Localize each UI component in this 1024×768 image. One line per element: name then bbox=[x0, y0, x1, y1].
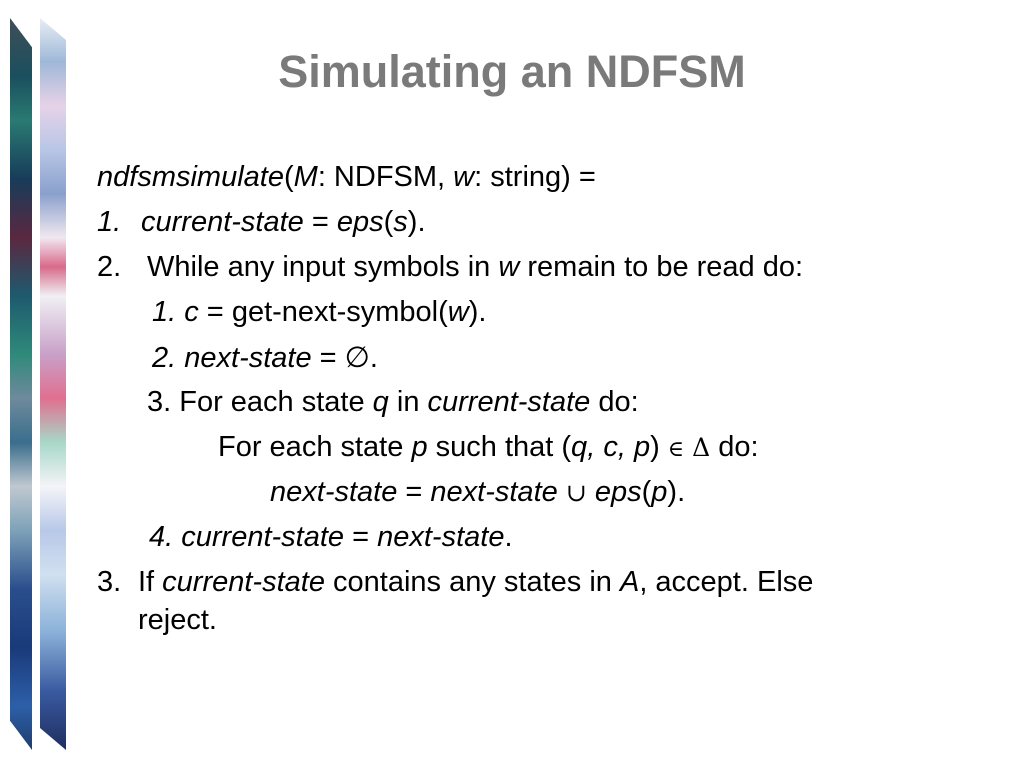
fn-get-next-symbol: get-next-symbol( bbox=[231, 296, 448, 328]
var-a: A bbox=[619, 566, 640, 598]
equals: = bbox=[311, 342, 345, 374]
function-signature bbox=[97, 160, 596, 194]
paren-close: ) bbox=[650, 431, 668, 463]
step-number: 2. bbox=[97, 251, 122, 283]
var-p: p bbox=[411, 431, 428, 463]
param-m-type: : NDFSM, bbox=[317, 161, 454, 193]
step-3 bbox=[97, 565, 814, 599]
fn-eps: eps bbox=[594, 476, 642, 508]
paren: ( bbox=[641, 476, 652, 508]
element-of-symbol: ∈ bbox=[667, 437, 685, 462]
comma: , bbox=[587, 431, 604, 463]
text: do: bbox=[590, 386, 639, 418]
text: For each state bbox=[218, 431, 412, 463]
var-w: w bbox=[498, 251, 520, 283]
space bbox=[587, 476, 595, 508]
var-w: w bbox=[447, 296, 469, 328]
step-number: 1. bbox=[97, 206, 122, 238]
period: . bbox=[504, 521, 513, 553]
union-symbol: ∪ bbox=[565, 478, 587, 507]
empty-set-symbol: ∅ bbox=[344, 340, 370, 374]
step-number: 1. bbox=[152, 296, 185, 328]
var-c: c bbox=[603, 431, 618, 463]
var-current-state: current-state bbox=[162, 566, 325, 598]
text: in bbox=[388, 386, 428, 418]
var-current-state: current-state bbox=[141, 206, 304, 238]
param-w-type: : string) = bbox=[474, 161, 596, 193]
paren-close: ). bbox=[667, 476, 686, 508]
text: remain to be read do: bbox=[519, 251, 804, 283]
space bbox=[558, 476, 566, 508]
paren-close: ). bbox=[468, 296, 487, 328]
step-3-continuation: reject. bbox=[138, 604, 217, 636]
substep-1 bbox=[152, 295, 486, 329]
comma: , bbox=[617, 431, 634, 463]
paren-close: ). bbox=[407, 206, 426, 238]
var-p: p bbox=[651, 476, 668, 508]
text: 3. For each state bbox=[147, 386, 373, 418]
substep-3 bbox=[147, 385, 639, 419]
space bbox=[684, 431, 692, 463]
step-2 bbox=[97, 250, 804, 284]
function-name: ndfsmsimulate bbox=[97, 161, 284, 193]
var-c: c bbox=[184, 296, 199, 328]
slide-title: Simulating an NDFSM bbox=[278, 46, 746, 97]
equals: = bbox=[397, 476, 431, 508]
paren: ( bbox=[283, 161, 294, 193]
var-current-state: current-state bbox=[427, 386, 591, 418]
var-next-state: next-state bbox=[377, 521, 505, 553]
decorative-strip-left bbox=[10, 18, 32, 750]
var-current-state: current-state bbox=[181, 521, 345, 553]
step-1-body bbox=[141, 205, 426, 239]
text: While any input symbols in bbox=[147, 251, 499, 283]
step-number: 2. bbox=[152, 342, 185, 374]
period: . bbox=[369, 342, 378, 374]
paren: ( bbox=[383, 206, 394, 238]
text: , accept. Else bbox=[639, 566, 814, 598]
text: If bbox=[138, 566, 163, 598]
param-m: M bbox=[293, 161, 318, 193]
substep-4 bbox=[149, 520, 513, 554]
text: do: bbox=[710, 431, 759, 463]
step-2-body bbox=[147, 250, 803, 284]
text: such that ( bbox=[427, 431, 572, 463]
param-w: w bbox=[453, 161, 475, 193]
equals: = bbox=[198, 296, 232, 328]
var-p: p bbox=[633, 431, 651, 463]
var-next-state: next-state bbox=[270, 476, 398, 508]
equals: = bbox=[344, 521, 378, 553]
step-number: 4. bbox=[149, 521, 182, 553]
inner-loop bbox=[218, 430, 759, 467]
step-number: 3. bbox=[97, 566, 122, 598]
fn-eps: eps bbox=[336, 206, 384, 238]
step-3-body bbox=[138, 565, 813, 599]
var-q: q bbox=[571, 431, 588, 463]
step-1 bbox=[97, 205, 426, 239]
decorative-strip-right bbox=[40, 18, 66, 750]
text: contains any states in bbox=[324, 566, 620, 598]
var-s: s bbox=[393, 206, 408, 238]
var-next-state: next-state bbox=[430, 476, 558, 508]
var-q: q bbox=[372, 386, 389, 418]
substep-2 bbox=[152, 340, 378, 375]
delta-symbol: Δ bbox=[692, 433, 711, 462]
union-assignment bbox=[270, 475, 685, 510]
var-next-state: next-state bbox=[184, 342, 312, 374]
equals: = bbox=[303, 206, 337, 238]
